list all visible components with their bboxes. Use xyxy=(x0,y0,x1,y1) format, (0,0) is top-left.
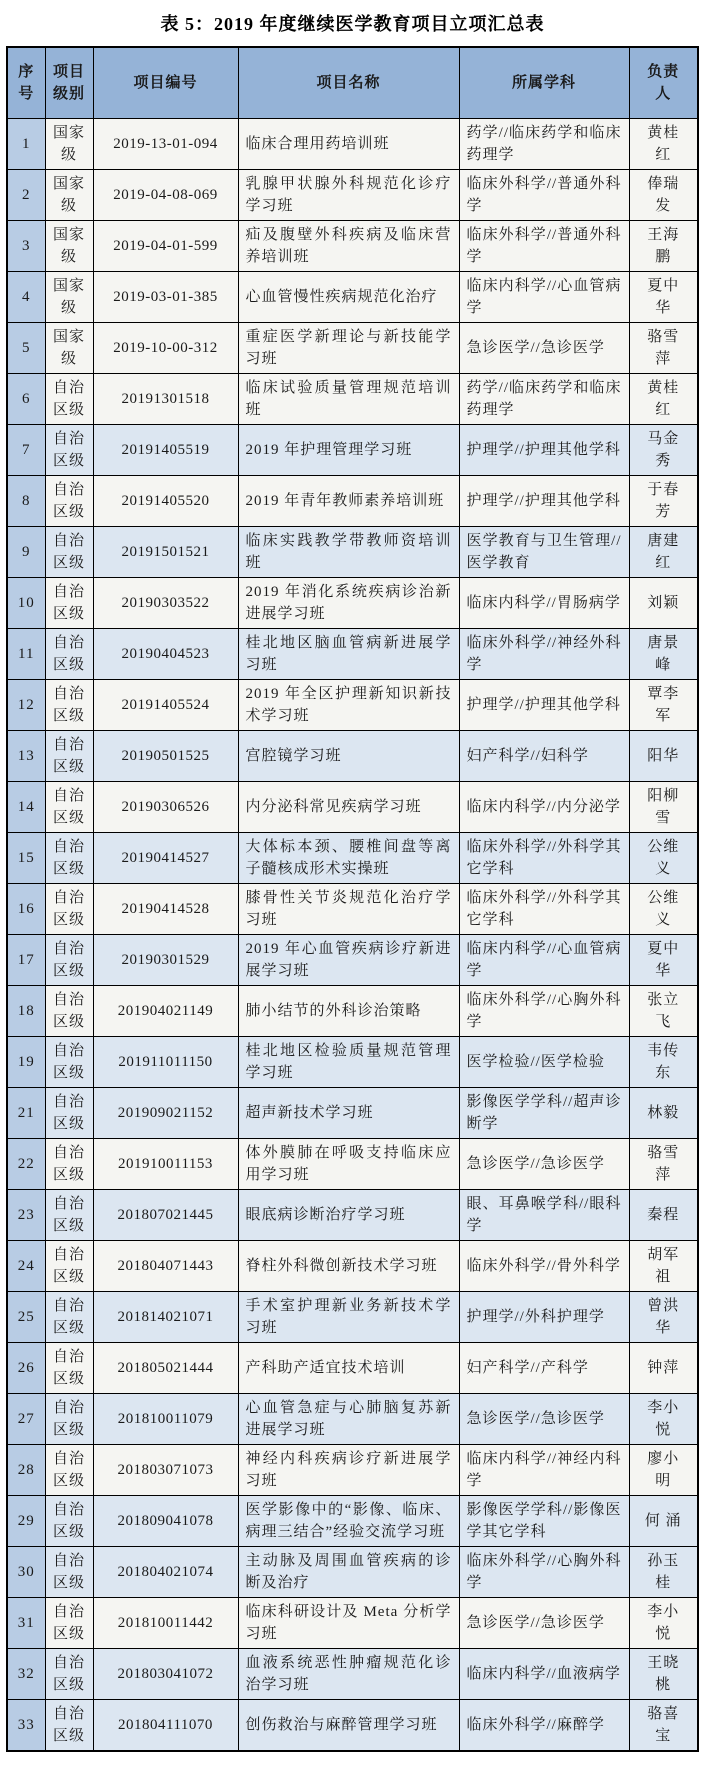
header-cell-level: 项目级别 xyxy=(45,47,93,119)
cell-index: 3 xyxy=(7,221,45,272)
cell-index: 27 xyxy=(7,1394,45,1445)
cell-level: 自治区级 xyxy=(45,578,93,629)
table-row xyxy=(7,1547,698,1598)
cell-discipline: 临床外科学//神经外科学 xyxy=(459,629,629,680)
cell-person: 钟萍 xyxy=(629,1343,698,1394)
cell-index: 15 xyxy=(7,833,45,884)
cell-code: 201805021444 xyxy=(93,1343,238,1394)
cell-discipline: 临床内科学//血液病学 xyxy=(459,1649,629,1700)
cell-level: 国家级 xyxy=(45,170,93,221)
cell-code: 201810011442 xyxy=(93,1598,238,1649)
cell-discipline: 急诊医学//急诊医学 xyxy=(459,323,629,374)
cell-level: 自治区级 xyxy=(45,935,93,986)
cell-name: 心血管急症与心肺脑复苏新进展学习班 xyxy=(238,1394,459,1445)
cell-name: 眼底病诊断治疗学习班 xyxy=(238,1190,459,1241)
cell-discipline: 临床内科学//心血管病学 xyxy=(459,935,629,986)
cell-code: 20190306526 xyxy=(93,782,238,833)
cell-person: 马金秀 xyxy=(629,425,698,476)
table-row xyxy=(7,527,698,578)
cell-name: 2019 年全区护理新知识新技术学习班 xyxy=(238,680,459,731)
cell-name: 产科助产适宜技术培训 xyxy=(238,1343,459,1394)
cell-person: 刘颖 xyxy=(629,578,698,629)
cell-name: 桂北地区脑血管病新进展学习班 xyxy=(238,629,459,680)
table-row xyxy=(7,221,698,272)
cell-level: 自治区级 xyxy=(45,731,93,782)
cell-discipline: 医学检验//医学检验 xyxy=(459,1037,629,1088)
table-row xyxy=(7,935,698,986)
cell-person: 王晓桃 xyxy=(629,1649,698,1700)
cell-level: 自治区级 xyxy=(45,1088,93,1139)
table-row xyxy=(7,578,698,629)
cell-code: 201814021071 xyxy=(93,1292,238,1343)
cell-person: 廖小明 xyxy=(629,1445,698,1496)
cell-index: 33 xyxy=(7,1700,45,1752)
cell-discipline: 护理学//护理其他学科 xyxy=(459,476,629,527)
cell-code: 20190414528 xyxy=(93,884,238,935)
cell-index: 9 xyxy=(7,527,45,578)
cell-person: 夏中华 xyxy=(629,935,698,986)
table-row xyxy=(7,782,698,833)
cell-level: 国家级 xyxy=(45,272,93,323)
table-row xyxy=(7,476,698,527)
cell-person: 王海鹏 xyxy=(629,221,698,272)
cell-name: 大体标本颈、腰椎间盘等离子髓核成形术实操班 xyxy=(238,833,459,884)
cell-code: 201804021074 xyxy=(93,1547,238,1598)
cell-index: 12 xyxy=(7,680,45,731)
cell-code: 20190301529 xyxy=(93,935,238,986)
cell-person: 李小悦 xyxy=(629,1598,698,1649)
cell-discipline: 临床内科学//胃肠病学 xyxy=(459,578,629,629)
cell-level: 自治区级 xyxy=(45,782,93,833)
cell-name: 重症医学新理论与新技能学习班 xyxy=(238,323,459,374)
table-row xyxy=(7,1700,698,1752)
cell-discipline: 临床内科学//神经内科学 xyxy=(459,1445,629,1496)
cell-name: 2019 年消化系统疾病诊治新进展学习班 xyxy=(238,578,459,629)
table-row xyxy=(7,629,698,680)
cell-level: 自治区级 xyxy=(45,884,93,935)
cell-code: 201910011153 xyxy=(93,1139,238,1190)
cell-level: 自治区级 xyxy=(45,1241,93,1292)
cell-name: 肺小结节的外科诊治策略 xyxy=(238,986,459,1037)
cell-discipline: 临床外科学//心胸外科学 xyxy=(459,1547,629,1598)
cell-code: 20191405520 xyxy=(93,476,238,527)
cell-person: 夏中华 xyxy=(629,272,698,323)
cell-code: 201904021149 xyxy=(93,986,238,1037)
cell-index: 2 xyxy=(7,170,45,221)
table-row xyxy=(7,1649,698,1700)
cell-discipline: 妇产科学//产科学 xyxy=(459,1343,629,1394)
cell-level: 自治区级 xyxy=(45,1343,93,1394)
cell-index: 29 xyxy=(7,1496,45,1547)
cell-level: 自治区级 xyxy=(45,1700,93,1752)
cell-code: 20190414527 xyxy=(93,833,238,884)
cell-level: 自治区级 xyxy=(45,1190,93,1241)
cell-discipline: 医学教育与卫生管理//医学教育 xyxy=(459,527,629,578)
cell-code: 201803041072 xyxy=(93,1649,238,1700)
cell-code: 201807021445 xyxy=(93,1190,238,1241)
cell-level: 自治区级 xyxy=(45,1547,93,1598)
cell-level: 自治区级 xyxy=(45,629,93,680)
cell-level: 自治区级 xyxy=(45,1496,93,1547)
cell-name: 超声新技术学习班 xyxy=(238,1088,459,1139)
cell-discipline: 临床内科学//心血管病学 xyxy=(459,272,629,323)
cell-name: 2019 年护理管理学习班 xyxy=(238,425,459,476)
cell-index: 31 xyxy=(7,1598,45,1649)
cell-level: 自治区级 xyxy=(45,1649,93,1700)
cell-discipline: 影像医学学科//超声诊断学 xyxy=(459,1088,629,1139)
cell-person: 阳柳雪 xyxy=(629,782,698,833)
cell-person: 黄桂红 xyxy=(629,119,698,170)
table-row xyxy=(7,1496,698,1547)
cell-name: 临床实践教学带教师资培训班 xyxy=(238,527,459,578)
cell-level: 国家级 xyxy=(45,221,93,272)
cell-code: 20191501521 xyxy=(93,527,238,578)
cell-discipline: 临床外科学//骨外科学 xyxy=(459,1241,629,1292)
table-row xyxy=(7,1037,698,1088)
table-row xyxy=(7,680,698,731)
cell-discipline: 临床外科学//外科学其它学科 xyxy=(459,884,629,935)
cell-code: 20191405524 xyxy=(93,680,238,731)
cell-level: 自治区级 xyxy=(45,833,93,884)
cell-index: 17 xyxy=(7,935,45,986)
cell-name: 临床试验质量管理规范培训班 xyxy=(238,374,459,425)
header-cell-code: 项目编号 xyxy=(93,47,238,119)
cell-index: 11 xyxy=(7,629,45,680)
cell-name: 神经内科疾病诊疗新进展学习班 xyxy=(238,1445,459,1496)
cell-person: 于春芳 xyxy=(629,476,698,527)
cell-code: 201809041078 xyxy=(93,1496,238,1547)
cell-discipline: 护理学//外科护理学 xyxy=(459,1292,629,1343)
cell-discipline: 临床内科学//内分泌学 xyxy=(459,782,629,833)
cell-discipline: 护理学//护理其他学科 xyxy=(459,680,629,731)
cell-code: 20190404523 xyxy=(93,629,238,680)
cell-person: 覃李军 xyxy=(629,680,698,731)
cell-index: 28 xyxy=(7,1445,45,1496)
cell-person: 曾洪华 xyxy=(629,1292,698,1343)
cell-code: 2019-10-00-312 xyxy=(93,323,238,374)
cell-index: 24 xyxy=(7,1241,45,1292)
cell-person: 何 涌 xyxy=(629,1496,698,1547)
cell-discipline: 急诊医学//急诊医学 xyxy=(459,1139,629,1190)
cell-person: 李小悦 xyxy=(629,1394,698,1445)
cell-name: 膝骨性关节炎规范化治疗学习班 xyxy=(238,884,459,935)
cell-level: 自治区级 xyxy=(45,1445,93,1496)
table-row xyxy=(7,425,698,476)
table-row xyxy=(7,1394,698,1445)
cell-name: 乳腺甲状腺外科规范化诊疗学习班 xyxy=(238,170,459,221)
table-row xyxy=(7,323,698,374)
cell-index: 18 xyxy=(7,986,45,1037)
cell-discipline: 药学//临床药学和临床药理学 xyxy=(459,119,629,170)
cell-index: 22 xyxy=(7,1139,45,1190)
cell-index: 32 xyxy=(7,1649,45,1700)
cell-level: 自治区级 xyxy=(45,680,93,731)
cell-name: 血液系统恶性肿瘤规范化诊治学习班 xyxy=(238,1649,459,1700)
cell-index: 8 xyxy=(7,476,45,527)
cell-name: 主动脉及周围血管疾病的诊断及治疗 xyxy=(238,1547,459,1598)
cell-index: 5 xyxy=(7,323,45,374)
cell-name: 手术室护理新业务新技术学习班 xyxy=(238,1292,459,1343)
table-row xyxy=(7,272,698,323)
cell-discipline: 临床外科学//外科学其它学科 xyxy=(459,833,629,884)
header-row xyxy=(7,47,698,119)
cell-person: 公维义 xyxy=(629,833,698,884)
cell-discipline: 眼、耳鼻喉学科//眼科学 xyxy=(459,1190,629,1241)
cell-person: 唐建红 xyxy=(629,527,698,578)
header-cell-discipline: 所属学科 xyxy=(459,47,629,119)
cell-name: 脊柱外科微创新技术学习班 xyxy=(238,1241,459,1292)
cell-person: 俸瑞发 xyxy=(629,170,698,221)
cell-code: 20190501525 xyxy=(93,731,238,782)
cell-code: 201804071443 xyxy=(93,1241,238,1292)
table-row xyxy=(7,1241,698,1292)
header-cell-index: 序号 xyxy=(7,47,45,119)
table-row xyxy=(7,1445,698,1496)
cell-code: 201909021152 xyxy=(93,1088,238,1139)
cell-name: 临床科研设计及 Meta 分析学习班 xyxy=(238,1598,459,1649)
cell-level: 自治区级 xyxy=(45,1139,93,1190)
cell-person: 骆喜宝 xyxy=(629,1700,698,1752)
cell-name: 疝及腹壁外科疾病及临床营养培训班 xyxy=(238,221,459,272)
table-row xyxy=(7,119,698,170)
header-cell-name: 项目名称 xyxy=(238,47,459,119)
cell-code: 201911011150 xyxy=(93,1037,238,1088)
cell-level: 自治区级 xyxy=(45,374,93,425)
table-row xyxy=(7,170,698,221)
table-row xyxy=(7,1598,698,1649)
cell-discipline: 临床外科学//普通外科学 xyxy=(459,221,629,272)
page-title: 表 5：2019 年度继续医学教育项目立项汇总表 xyxy=(160,14,545,34)
cell-name: 体外膜肺在呼吸支持临床应用学习班 xyxy=(238,1139,459,1190)
cell-name: 2019 年青年教师素养培训班 xyxy=(238,476,459,527)
table-row xyxy=(7,833,698,884)
cell-index: 10 xyxy=(7,578,45,629)
cell-code: 2019-13-01-094 xyxy=(93,119,238,170)
cell-code: 20191301518 xyxy=(93,374,238,425)
cell-person: 秦程 xyxy=(629,1190,698,1241)
cell-level: 自治区级 xyxy=(45,1394,93,1445)
cell-index: 19 xyxy=(7,1037,45,1088)
cell-discipline: 临床外科学//心胸外科学 xyxy=(459,986,629,1037)
cell-person: 张立飞 xyxy=(629,986,698,1037)
table-row xyxy=(7,1190,698,1241)
cell-discipline: 护理学//护理其他学科 xyxy=(459,425,629,476)
cell-code: 20190303522 xyxy=(93,578,238,629)
cell-index: 4 xyxy=(7,272,45,323)
cell-level: 自治区级 xyxy=(45,986,93,1037)
cell-discipline: 临床外科学//普通外科学 xyxy=(459,170,629,221)
cell-level: 自治区级 xyxy=(45,1037,93,1088)
cell-level: 自治区级 xyxy=(45,1292,93,1343)
table-row xyxy=(7,1088,698,1139)
cell-person: 阳华 xyxy=(629,731,698,782)
cell-code: 2019-03-01-385 xyxy=(93,272,238,323)
cell-person: 林毅 xyxy=(629,1088,698,1139)
cell-level: 国家级 xyxy=(45,323,93,374)
cell-name: 内分泌科常见疾病学习班 xyxy=(238,782,459,833)
table-row xyxy=(7,1292,698,1343)
cell-index: 25 xyxy=(7,1292,45,1343)
cell-name: 心血管慢性疾病规范化治疗 xyxy=(238,272,459,323)
cell-index: 23 xyxy=(7,1190,45,1241)
cell-name: 医学影像中的“影像、临床、病理三结合”经验交流学习班 xyxy=(238,1496,459,1547)
cell-name: 创伤救治与麻醉管理学习班 xyxy=(238,1700,459,1752)
cell-discipline: 急诊医学//急诊医学 xyxy=(459,1394,629,1445)
table-row xyxy=(7,731,698,782)
table-row xyxy=(7,884,698,935)
cell-discipline: 急诊医学//急诊医学 xyxy=(459,1598,629,1649)
cell-person: 孙玉桂 xyxy=(629,1547,698,1598)
cell-level: 自治区级 xyxy=(45,425,93,476)
cell-name: 桂北地区检验质量规范管理学习班 xyxy=(238,1037,459,1088)
table-row xyxy=(7,374,698,425)
cell-person: 胡军祖 xyxy=(629,1241,698,1292)
cell-code: 201804111070 xyxy=(93,1700,238,1752)
table-row xyxy=(7,1343,698,1394)
cell-index: 7 xyxy=(7,425,45,476)
cell-person: 唐景峰 xyxy=(629,629,698,680)
cell-index: 16 xyxy=(7,884,45,935)
cell-code: 20191405519 xyxy=(93,425,238,476)
cell-index: 14 xyxy=(7,782,45,833)
cell-person: 公维义 xyxy=(629,884,698,935)
cell-name: 2019 年心血管疾病诊疗新进展学习班 xyxy=(238,935,459,986)
cell-discipline: 妇产科学//妇科学 xyxy=(459,731,629,782)
cell-index: 13 xyxy=(7,731,45,782)
cell-code: 2019-04-08-069 xyxy=(93,170,238,221)
cell-level: 自治区级 xyxy=(45,476,93,527)
table-row xyxy=(7,1139,698,1190)
table-row xyxy=(7,986,698,1037)
cell-person: 骆雪萍 xyxy=(629,1139,698,1190)
cell-person: 韦传东 xyxy=(629,1037,698,1088)
table-body xyxy=(7,119,698,1752)
cell-code: 201810011079 xyxy=(93,1394,238,1445)
cell-code: 2019-04-01-599 xyxy=(93,221,238,272)
cell-level: 自治区级 xyxy=(45,1598,93,1649)
cell-person: 骆雪萍 xyxy=(629,323,698,374)
cell-discipline: 影像医学学科//影像医学其它学科 xyxy=(459,1496,629,1547)
header-cell-person: 负责人 xyxy=(629,47,698,119)
cell-index: 1 xyxy=(7,119,45,170)
cell-code: 201803071073 xyxy=(93,1445,238,1496)
table-header xyxy=(7,47,698,119)
cell-index: 6 xyxy=(7,374,45,425)
cell-index: 21 xyxy=(7,1088,45,1139)
cme-projects-table xyxy=(6,46,699,1752)
cell-name: 临床合理用药培训班 xyxy=(238,119,459,170)
cell-index: 26 xyxy=(7,1343,45,1394)
cell-person: 黄桂红 xyxy=(629,374,698,425)
cell-discipline: 临床外科学//麻醉学 xyxy=(459,1700,629,1752)
cell-level: 自治区级 xyxy=(45,527,93,578)
cell-level: 国家级 xyxy=(45,119,93,170)
cell-discipline: 药学//临床药学和临床药理学 xyxy=(459,374,629,425)
cell-name: 宫腔镜学习班 xyxy=(238,731,459,782)
cell-index: 30 xyxy=(7,1547,45,1598)
